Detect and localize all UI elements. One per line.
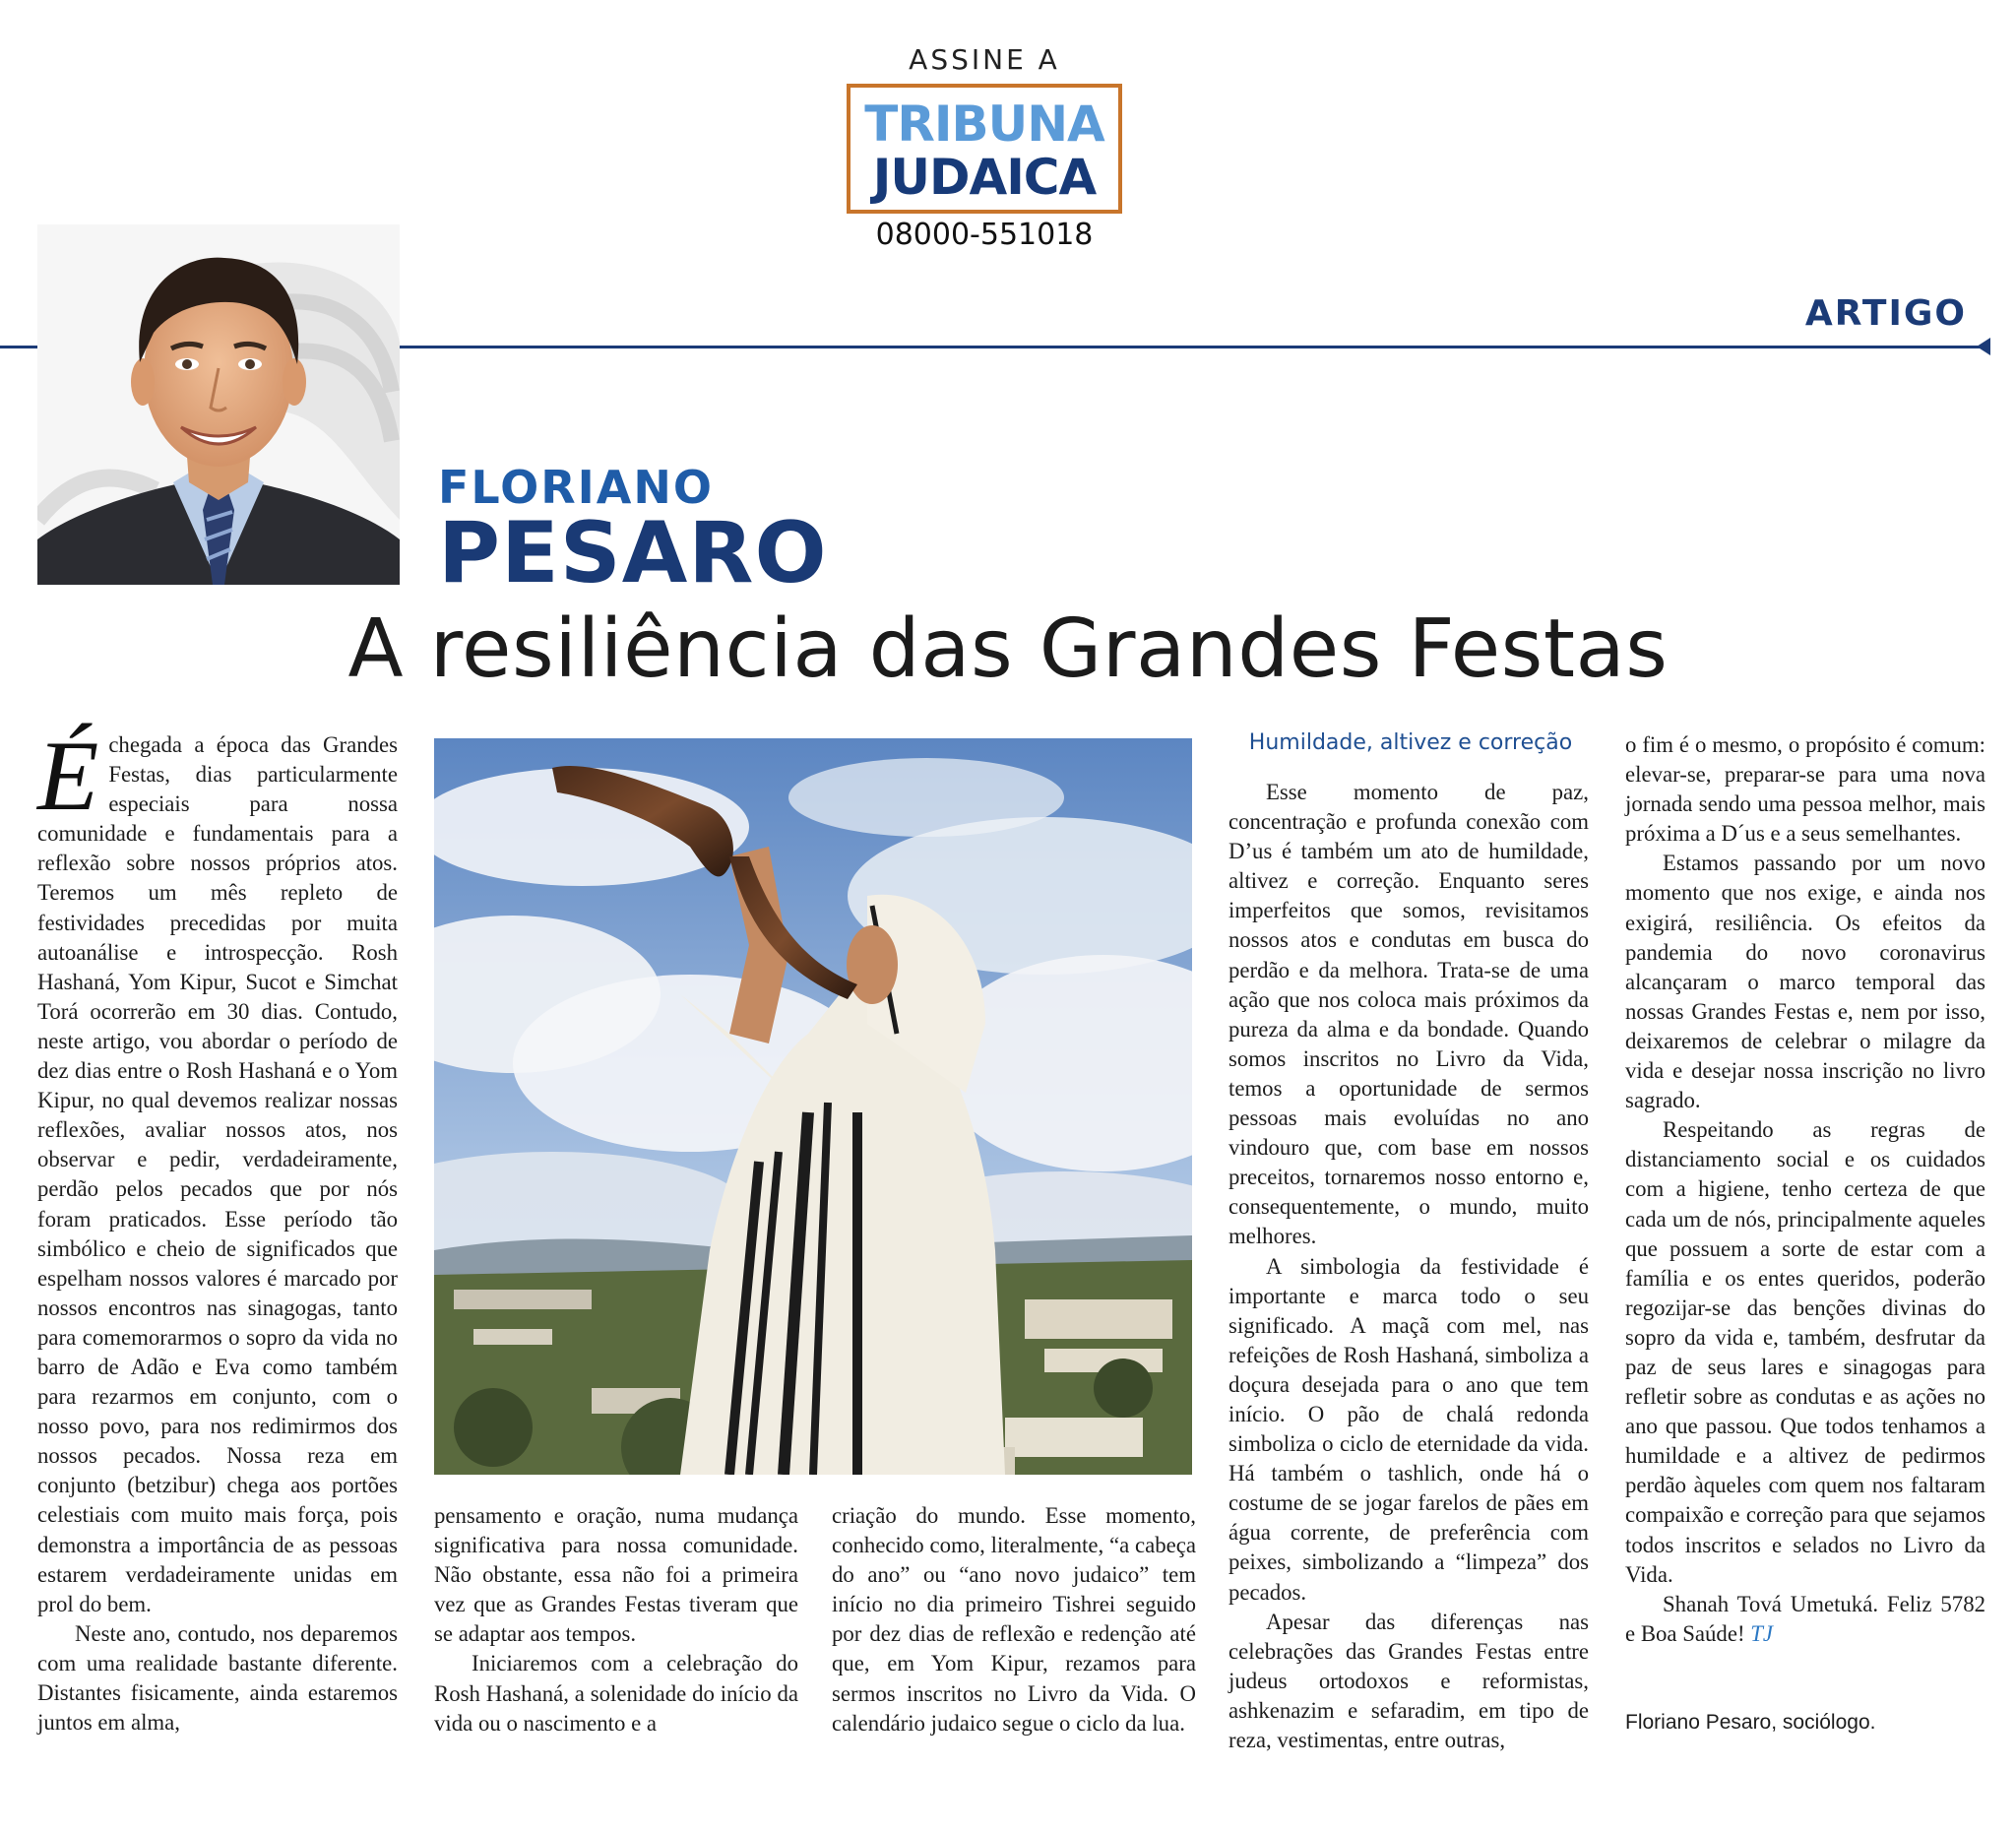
paragraph: Respeitando as regras de distanciamento social e os cuidados com a higiene, tenho certeza de que cada um de nós, principalmente aqueles que possuem a sorte de estar com a família e os entes queridos, poderão regozijar-se das benções divinas do sopro da vida e, também, desfrutar da paz de seus lares e sinagogas para refletir sobre as condutas e as ações no ano que passou. Que todos tenhamos a humildade e a altivez de pedirmos perdão àqueles com quem nos faltaram compaixão e correção para que sejamos todos inscritos e selados no Livro da Vida. [1625, 1117, 1985, 1587]
article-column-4 [1228, 778, 1589, 1755]
tj-end-mark: TJ [1750, 1620, 1774, 1646]
paragraph: Shanah Tová Umetuká. Feliz 5782 e Boa Saúde! TJ [1625, 1591, 1985, 1646]
author-photo [37, 224, 400, 585]
author-portrait-illustration [37, 224, 400, 585]
paragraph: Esse momento de paz, concentração e profunda conexão com D’us é também um ato de humildade, altivez e correção. Enquanto seres imperfeitos que somos, revisitamos nossos atos e condutas em busca do perdão e da melhora. Trata-se de uma ação que nos coloca mais próximos da pureza da alma e da bondade. Quando somos inscritos no Livro da Vida, temos a oportunidade de sermos pessoas mais evoluídas no ano vindouro que, com base em nossos preceitos, tornaremos nosso entorno e, consequentemente, o mundo, muito melhores. [1228, 780, 1589, 1249]
shofar-photo [434, 738, 1192, 1475]
shofar-illustration [434, 738, 1192, 1475]
paragraph: Iniciaremos com a celebração do Rosh Hashaná, a solenidade do início da vida ou o nascimento e a [434, 1651, 798, 1736]
paragraph: pensamento e oração, numa mudança significativa para nossa comunidade. Não obstante, essa não foi a primeira vez que as Grandes Festas tiveram que se adaptar aos tempos. [434, 1503, 798, 1647]
author-last-name: PESARO [438, 504, 828, 602]
paragraph: Neste ano, contudo, nos deparemos com uma realidade bastante diferente. Distantes fisicamente, ainda estaremos juntos em alma, [37, 1620, 398, 1736]
logo-word-tribuna: TRIBUNA [864, 95, 1104, 153]
logo-word-judaica: JUDAICA [872, 149, 1097, 206]
author-signature: Floriano Pesaro, sociólogo. [1625, 1710, 1876, 1734]
paragraph: Échegada a época das Grandes Festas, dias particularmente especiais para nossa comunidade e fundamentais para a reflexão sobre nossos próprios atos. Teremos um mês repleto de festividades precedidas por muita autoanálise e introspecção. Rosh Hashaná, Yom Kipur, Sucot e Simchat Torá ocorrerão em 30 dias. Contudo, neste artigo, vou abordar o período de dez dias entre o Rosh Hashaná e o Yom Kipur, no qual devemos realizar nossas reflexões, avaliar nossos atos, nos observar e pedir, verdadeiramente, perdão pelos pecados que por nós foram praticados. Esse período tão simbólico e cheio de significados que espelham nossos valores é marcado por nossos encontros nas sinagogas, tanto para comemorarmos o sopro da vida no barro de Adão e Eva como também para rezarmos em conjunto, com o nosso povo, para nos redimirmos dos nossos pecados. Nossa reza em conjunto (betzibur) chega aos portões celestiais com muito mais força, pois demonstra a importância de as pessoas estarem verdadeiramente unidas em prol do bem. [37, 721, 398, 1616]
article-column-3 [832, 1501, 1196, 1738]
article-column-2 [434, 1501, 798, 1738]
article-column-5 [1625, 730, 1985, 1738]
paragraph: Estamos passando por um novo momento que nos exige, e ainda nos exigirá, resiliência. Os efeitos da pandemia do novo coronavirus alcançaram o marco temporal das nossas Grandes Festas e, nem por isso, deixaremos de celebrar o milagre da vida e desejar nossa inscrição no livro sagrado. [1625, 851, 1985, 1113]
ad-phone-number: 08000-551018 [875, 218, 1094, 252]
paragraph: criação do mundo. Esse momento, conhecido como, literalmente, “a cabeça do ano” ou “ano novo judaico” tem início no dia primeiro Tishrei seguido por dez dias de reflexão e redenção até que, em Yom Kipur, rezamos para sermos inscritos no Livro da Vida. O calendário judaico segue o ciclo da lua. [832, 1503, 1196, 1736]
paragraph: o fim é o mesmo, o propósito é comum: elevar-se, preparar-se para uma nova jornada sendo uma pessoa melhor, mais próxima a D´us e a seus semelhantes. [1625, 732, 1985, 847]
ad-call-to-action: ASSINE A [909, 43, 1060, 76]
section-label: ARTIGO [1804, 293, 1967, 334]
rule-arrow-icon [1977, 338, 1990, 355]
paragraph: A simbologia da festividade é importante e marca todo o seu significado. A maçã com mel, nas refeições de Rosh Hashaná, simboliza a doçura desejada para o ano que tem início. O pão de chalá redonda simboliza o ciclo de eternidade da vida. Há também o tashlich, onde há o costume de se jogar farelos de pães em água corrente, de preferência com peixes, simbolizando a “limpeza” dos pecados. [1228, 1253, 1589, 1605]
article-headline: A resiliência das Grandes Festas [347, 602, 1669, 696]
tribuna-judaica-logo [847, 84, 1122, 214]
article-column-1 [37, 721, 398, 1738]
subscription-ad[interactable] [837, 43, 1132, 252]
article-subhead: Humildade, altivez e correção [1248, 730, 1573, 755]
drop-cap: É [37, 721, 99, 832]
paragraph: Apesar das diferenças nas celebrações das Grandes Festas entre judeus ortodoxos e reformistas, ashkenazim e sefaradim, em tipo de reza, vestimentas, entre outras, [1228, 1609, 1589, 1752]
author-first-name: FLORIANO [438, 461, 714, 514]
